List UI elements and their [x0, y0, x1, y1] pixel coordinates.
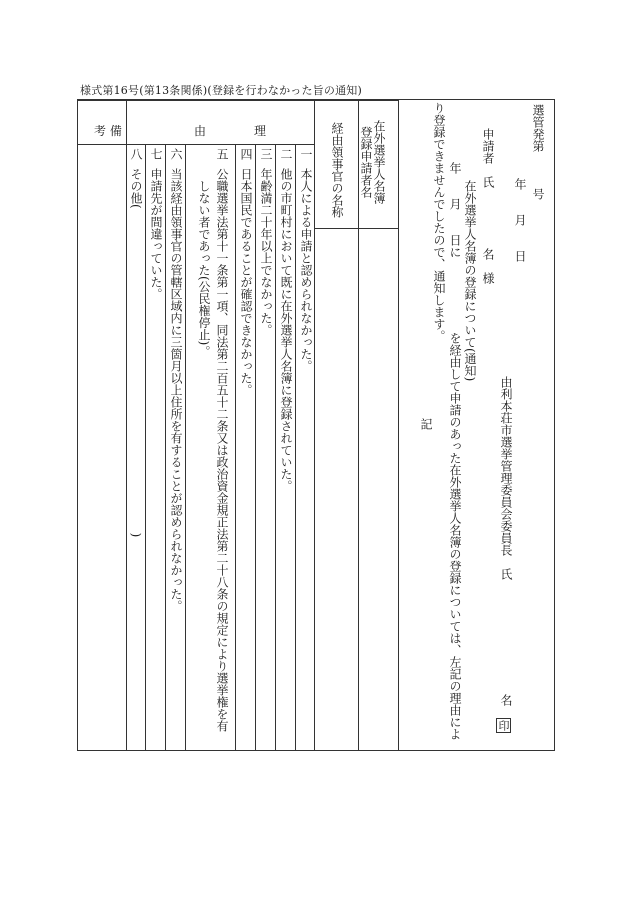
reason-text-8: その他( ): [129, 168, 143, 538]
reason-item-4: 四: [239, 148, 253, 160]
applicant-line: 申請者 氏 名 様: [481, 128, 495, 284]
reason-item-5: 五: [215, 148, 229, 160]
remarks-header: 考 備: [94, 124, 122, 138]
ki-mark: 記: [419, 418, 433, 430]
reason-item-7: 七: [149, 148, 163, 160]
reason-text-2: 他の市町村において既に在外選挙人名簿に登録されていた。: [279, 168, 293, 492]
issuer-line: 由利本荘市選挙管理委員会委員長 氏: [499, 376, 513, 580]
document-number: 選管発第 号: [531, 104, 545, 200]
subject-line: 在外選挙人名簿の登録について(通知): [463, 180, 477, 382]
reasons-header: 由 理: [194, 124, 267, 138]
reason-text-4: 日本国民であることが確認できなかった。: [239, 168, 253, 396]
reason-text-1: 本人による申請と認められなかった。: [299, 168, 313, 372]
applicant-header-a: 在外選挙人名簿: [372, 120, 386, 204]
body-line-1: 年 月 日に: [448, 138, 462, 258]
reasons-table: [78, 100, 399, 750]
reason-text-7: 申請先が間違っていた。: [149, 168, 163, 300]
reason-text-5: 公職選挙法第十一条第一項、同法第二百五十二条又は政治資金規正法第二十八条の規定により選挙権を有: [215, 168, 229, 732]
applicant-header-b: 登録申請者名: [359, 126, 373, 198]
reason-text-6: 当該経由領事官の管轄区域内に三箇月以上住所を有することが認められなかった。: [169, 168, 183, 612]
reason-item-6: 六: [169, 148, 183, 160]
seal-mark: 印: [497, 720, 510, 731]
reason-item-3: 三: [259, 148, 273, 160]
body-line-2: を経由して申請のあった在外選挙人名簿の登録については、左記の理由によ: [448, 332, 462, 740]
reason-item-2: 二: [279, 148, 293, 160]
issue-date: 年 月 日: [513, 178, 527, 262]
form-frame: [77, 99, 555, 751]
consul-header: 経由領事官の名称: [330, 122, 344, 218]
reason-text-5-cont: しない者であった(公民権停止)。: [197, 180, 211, 358]
form-number-label: 様式第16号(第13条関係)(登録を行わなかった旨の通知): [80, 84, 362, 97]
reason-text-3: 年齢満二十年以上でなかった。: [259, 168, 273, 336]
issuer-name-suffix: 名: [499, 694, 513, 706]
reason-item-8: 八: [129, 148, 143, 160]
reason-item-1: 一: [299, 148, 313, 160]
body-line-3: り登録できませんでしたので、通知します。: [432, 102, 446, 342]
